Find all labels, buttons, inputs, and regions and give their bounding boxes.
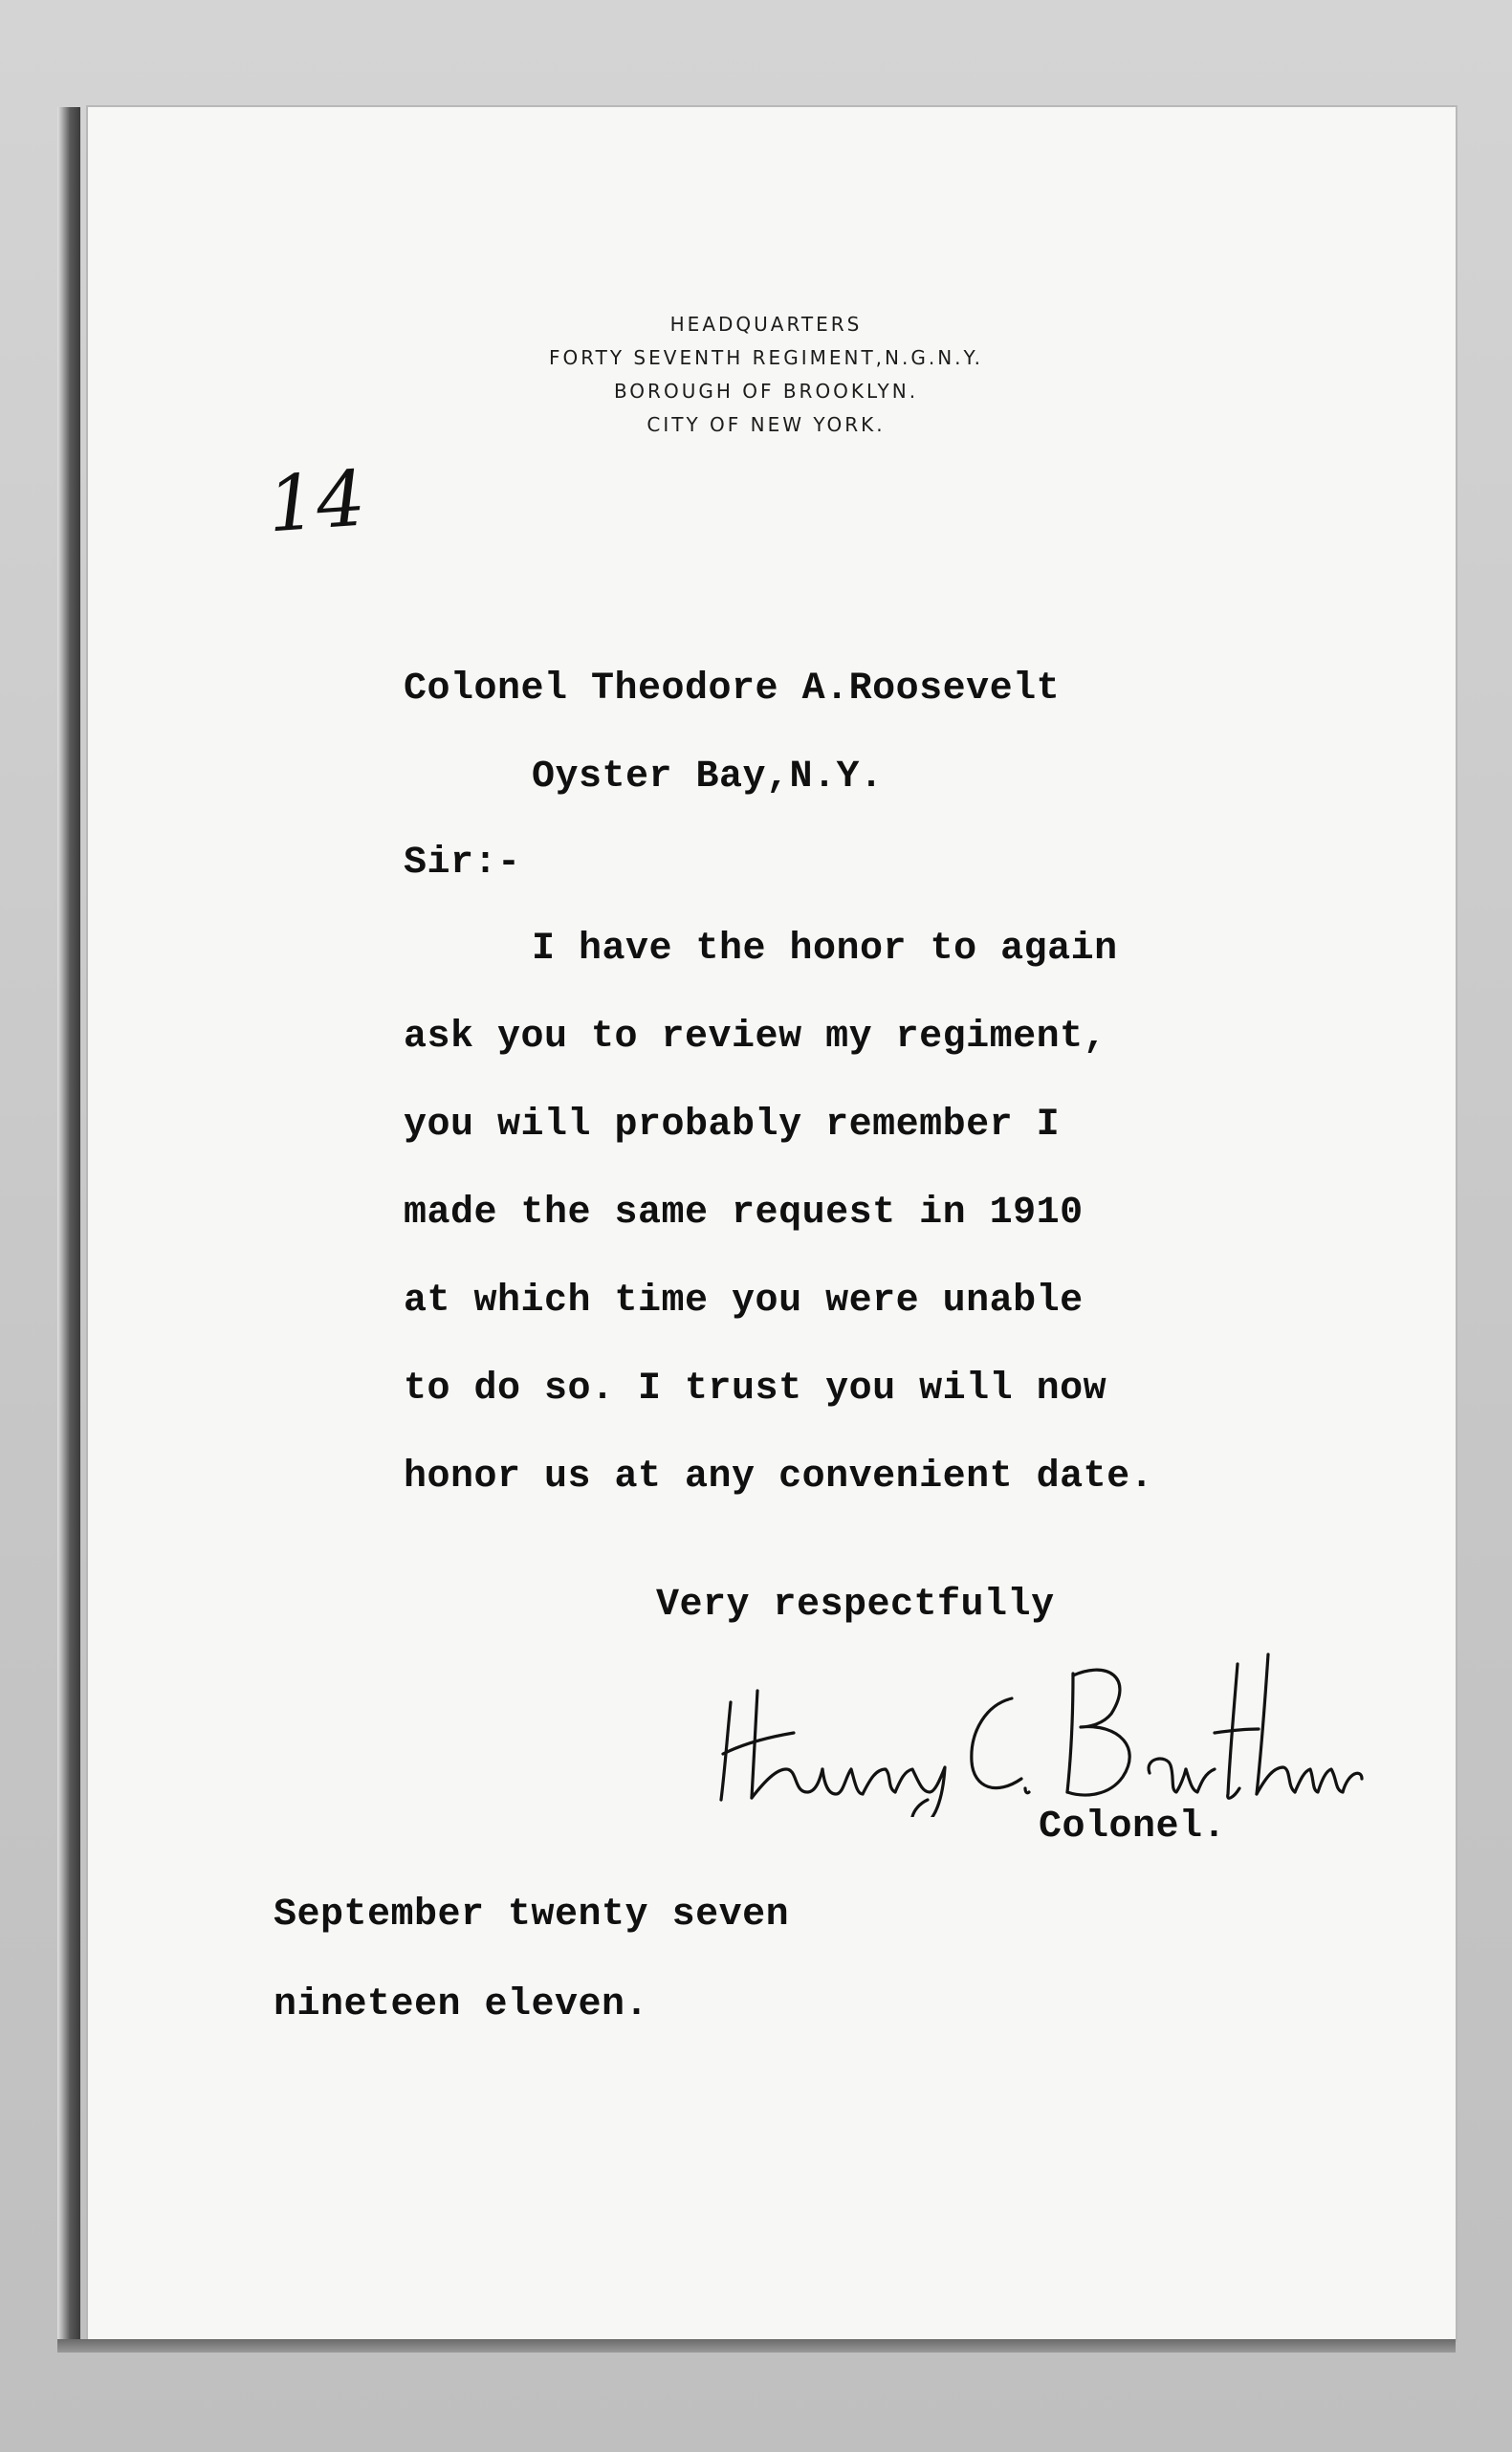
paper-edge-bottom <box>57 2339 1456 2353</box>
salutation: Sir:- <box>404 842 521 885</box>
paper-edge-left <box>57 107 80 2340</box>
body-line: I have the honor to again <box>532 928 1118 971</box>
signature-handwritten <box>717 1635 1368 1817</box>
date-line-1: September twenty seven <box>274 1894 790 1937</box>
body-line: ask you to review my regiment, <box>404 1016 1107 1059</box>
body-line: you will probably remember I <box>404 1104 1061 1147</box>
body-line: to do so. I trust you will now <box>404 1368 1107 1411</box>
letterhead-line-3: BOROUGH OF BROOKLYN. <box>613 380 919 403</box>
recipient-address: Oyster Bay,N.Y. <box>532 755 884 799</box>
body-line: made the same request in 1910 <box>404 1192 1084 1235</box>
letterhead-line-4: CITY OF NEW YORK. <box>646 413 886 436</box>
recipient-name: Colonel Theodore A.Roosevelt <box>404 668 1061 711</box>
date-line-2: nineteen eleven. <box>274 1983 649 2026</box>
signer-title: Colonel. <box>1039 1806 1227 1849</box>
body-line: at which time you were unable <box>404 1280 1084 1323</box>
body-line: honor us at any convenient date. <box>404 1456 1154 1499</box>
letterhead-line-1: HEADQUARTERS <box>669 313 863 336</box>
closing: Very respectfully <box>656 1584 1055 1627</box>
letterhead-line-2: FORTY SEVENTH REGIMENT,N.G.N.Y. <box>548 346 984 369</box>
letterhead <box>375 308 1157 442</box>
folio-number: 14 <box>264 453 368 550</box>
